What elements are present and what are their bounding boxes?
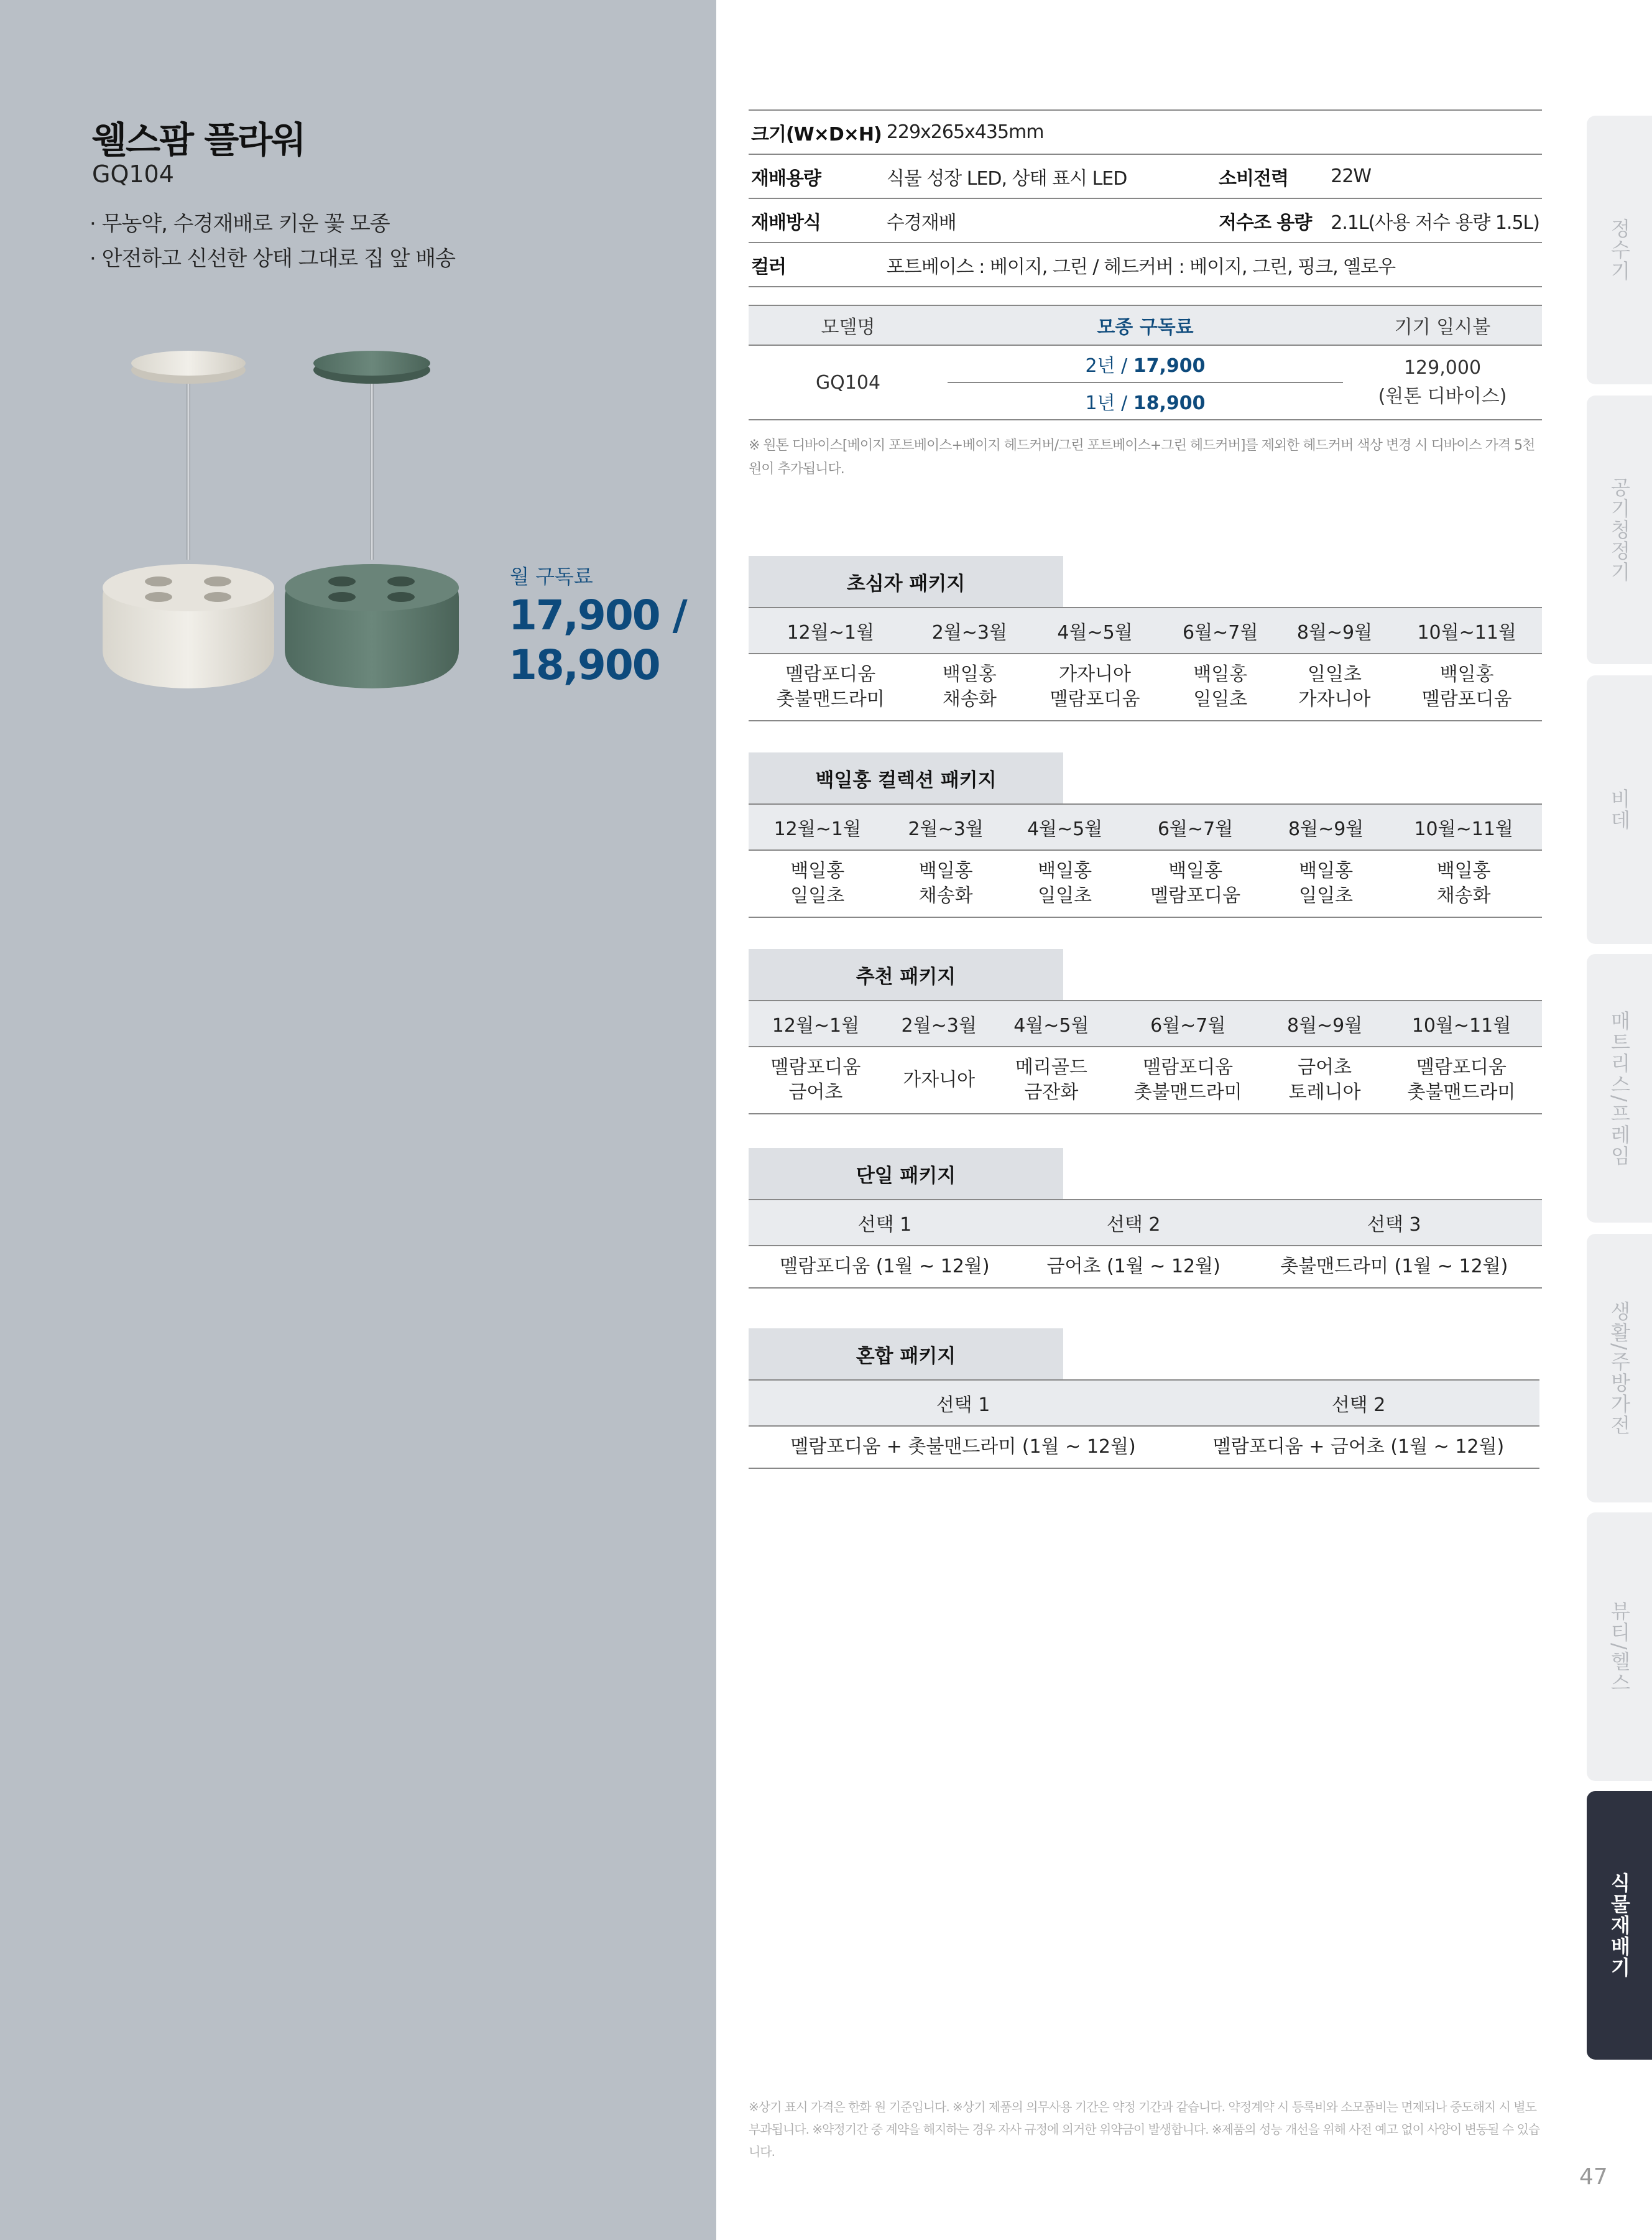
plant-cell: 백일홍 멜람포디움 [1124,850,1267,917]
tab-air-purifier[interactable]: 공기청정기 [1587,396,1652,664]
price-value [509,591,686,690]
price-line-2: 18,900 [509,641,660,689]
month-header: 12월~1월 [749,608,912,654]
package-table [749,607,1542,721]
option-header: 선택 3 [1246,1200,1542,1246]
plant-cell: 백일홍 일일초 [1005,850,1124,917]
tab-home-appliance[interactable]: 생활/주방가전 [1587,1234,1652,1502]
spec-table [749,109,1542,287]
month-header: 6월~7월 [1124,804,1267,850]
plant-cell: 백일홍 일일초 [1267,850,1385,917]
spec-value: 포트베이스 : 베이지, 그린 / 헤드커버 : 베이지, 그린, 핑크, 옐로우 [884,243,1542,287]
package-mixed [749,1328,1542,1469]
price-model: GQ104 [749,345,948,420]
option-value: 촛불맨드라미 (1월 ~ 12월) [1246,1246,1542,1288]
spec-value: 2.1L(사용 저수 용량 1.5L) [1328,198,1542,243]
option-header: 선택 2 [1021,1200,1247,1246]
package-title: 초심자 패키지 [749,556,1063,607]
month-header: 12월~1월 [749,804,887,850]
package-title: 백일홍 컬렉션 패키지 [749,752,1063,803]
feature-item: · 무농약, 수경재배로 키운 꽃 모종 [90,211,390,236]
month-header: 8월~9월 [1268,1001,1381,1047]
month-header: 10월~11월 [1391,608,1542,654]
plant-cell: 메리골드 금잔화 [995,1047,1108,1114]
plant-cell: 멜람포디움 촛불맨드라미 [1107,1047,1268,1114]
plant-cell: 백일홍 채송화 [887,850,1005,917]
option-header: 선택 1 [749,1200,1021,1246]
spec-section [749,109,1542,481]
plant-cell: 백일홍 채송화 [912,654,1027,721]
price-header-device: 기기 일시불 [1343,305,1542,345]
plant-cell: 백일홍 일일초 [749,850,887,917]
spec-key: 재배방식 [749,198,884,243]
month-header: 2월~3월 [912,608,1027,654]
tab-water-purifier[interactable]: 정수기 [1587,116,1652,384]
spec-key: 컬러 [749,243,884,287]
option-value: 멜람포디움 + 금어초 (1월 ~ 12월) [1178,1426,1539,1468]
package-table [749,1379,1539,1469]
price-table [749,305,1542,420]
option-header: 선택 1 [749,1380,1178,1426]
package-single [749,1148,1542,1289]
feature-list [90,206,455,276]
price-line-1: 17,900 / [509,591,686,639]
price-label: 월 구독료 [510,565,593,588]
price-header-plan: 모종 구독료 [948,305,1343,345]
spec-value: 수경재배 [884,198,1216,243]
option-value: 멜람포디움 + 촛불맨드라미 (1월 ~ 12월) [749,1426,1178,1468]
package-table [749,1000,1542,1114]
product-code: GQ104 [92,160,174,188]
plant-cell: 백일홍 일일초 [1163,654,1278,721]
month-header: 8월~9월 [1267,804,1385,850]
tab-beauty-health[interactable]: 뷰티/헬스 [1587,1512,1652,1781]
month-header: 4월~5월 [995,1001,1108,1047]
left-panel [0,0,716,2240]
package-zinnia [749,752,1542,918]
spec-value: 22W [1328,154,1542,198]
tab-bidet[interactable]: 비데 [1587,675,1652,944]
tab-mattress[interactable]: 매트리스/프레임 [1587,954,1652,1223]
plant-cell: 가자니아 [883,1047,995,1114]
plant-cell: 일일초 가자니아 [1278,654,1392,721]
plant-cell: 멜람포디움 촛불맨드라미 [1381,1047,1542,1114]
price-device: 129,000 (원톤 디바이스) [1343,345,1542,420]
package-starter [749,556,1542,721]
month-header: 10월~11월 [1385,804,1542,850]
product-image [93,336,466,709]
price-plan-1y: 1년 / 18,900 [948,382,1343,420]
package-title: 추천 패키지 [749,949,1063,1000]
price-header-model: 모델명 [749,305,948,345]
spec-value: 식물 성장 LED, 상태 표시 LED [884,154,1216,198]
plant-cell: 멜람포디움 금어초 [749,1047,883,1114]
month-header: 6월~7월 [1163,608,1278,654]
option-value: 멜람포디움 (1월 ~ 12월) [749,1246,1021,1288]
price-note: ※ 원톤 디바이스[베이지 포트베이스+베이지 헤드커버/그린 포트베이스+그린 헤드커버]를 제외한 헤드커버 색상 변경 시 디바이스 가격 5천원이 추가됩니다. [749,438,1535,477]
plant-cell: 가자니아 멜람포디움 [1027,654,1163,721]
spec-key: 소비전력 [1216,154,1328,198]
package-table [749,803,1542,918]
spec-key: 재배용량 [749,154,884,198]
month-header: 8월~9월 [1278,608,1392,654]
price-plan-2y: 2년 / 17,900 [948,345,1343,382]
package-recommend [749,949,1542,1114]
plant-cell: 금어초 토레니아 [1268,1047,1381,1114]
page-number: 47 [1579,2164,1608,2190]
feature-item: · 안전하고 신선한 상태 그대로 집 앞 배송 [90,246,455,271]
plant-cell: 백일홍 채송화 [1385,850,1542,917]
month-header: 2월~3월 [883,1001,995,1047]
month-header: 4월~5월 [1027,608,1163,654]
package-title: 혼합 패키지 [749,1328,1063,1379]
package-table [749,1199,1542,1289]
tab-plant-grower[interactable]: 식물재배기 [1587,1791,1652,2060]
option-value: 금어초 (1월 ~ 12월) [1021,1246,1247,1288]
footnote: ※상기 표시 가격은 한화 원 기준입니다. ※상기 제품의 의무사용 기간은 약정 기간과 같습니다. 약정계약 시 등록비와 소모품비는 면제되나 중도해지 시 별도 부과됩니다. ※약정기간 중 계약을 해지하는 경우 자사 규정에 의거한 위약금이 발생합니다. ※제품의 성능 개선을 위해 사전 예고 없이 사양이 변동될 수 있습니다. [749,2099,1540,2159]
spec-key: 크기(W×D×H) [749,110,884,154]
month-header: 6월~7월 [1107,1001,1268,1047]
spec-value: 229x265x435mm [884,110,1542,154]
option-header: 선택 2 [1178,1380,1539,1426]
month-header: 4월~5월 [1005,804,1124,850]
package-title: 단일 패키지 [749,1148,1063,1199]
month-header: 10월~11월 [1381,1001,1542,1047]
plant-cell: 멜람포디움 촛불맨드라미 [749,654,912,721]
month-header: 2월~3월 [887,804,1005,850]
plant-cell: 백일홍 멜람포디움 [1391,654,1542,721]
month-header: 12월~1월 [749,1001,883,1047]
spec-key: 저수조 용량 [1216,198,1328,243]
product-name: 웰스팜 플라워 [92,119,305,161]
